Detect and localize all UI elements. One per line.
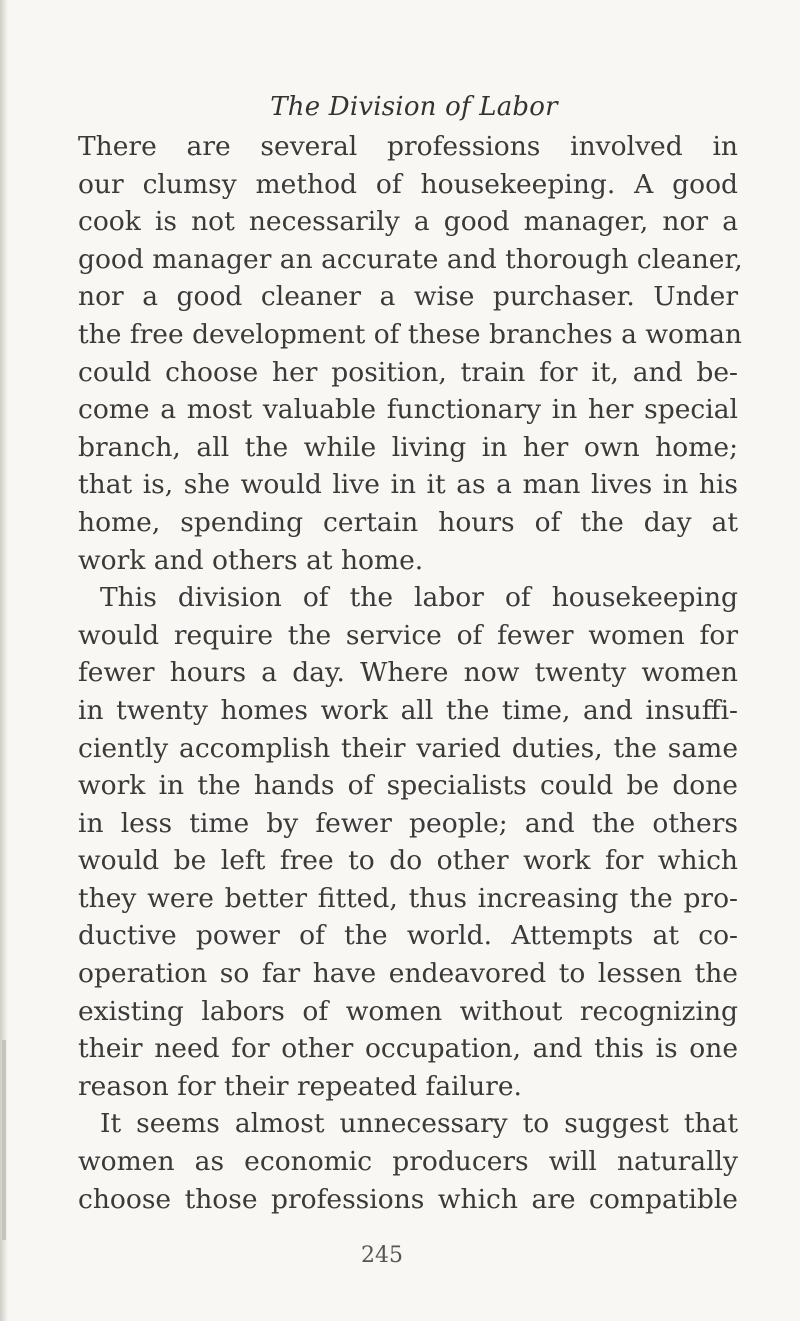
text-line: nor a good cleaner a wise purchaser. Under [78, 281, 738, 313]
text-line: would be left free to do other work for which [78, 845, 738, 877]
text-line: their need for other occupation, and this is one [78, 1033, 738, 1065]
text-line: cook is not necessarily a good manager, nor a [78, 206, 738, 238]
text-line: home, spending certain hours of the day at [78, 506, 738, 538]
text-line: good manager an accurate and thorough cleaner, [78, 243, 743, 275]
text-line: could choose her position, train for it, and be- [78, 356, 738, 388]
text-line: come a most valuable functionary in her special [78, 394, 738, 426]
paragraph-3 [78, 1105, 738, 1218]
text-line: It seems almost unnecessary to suggest that [100, 1108, 738, 1140]
text-line: ductive power of the world. Attempts at co- [78, 920, 738, 952]
text-line: would require the service of fewer women for [78, 619, 738, 651]
text-line: ciently accomplish their varied duties, the same [78, 732, 738, 764]
text-line: women as economic producers will naturally [78, 1146, 738, 1178]
page-number: 245 [361, 1243, 403, 1268]
body-text [78, 128, 743, 1218]
text-line: branch, all the while living in her own home; [78, 431, 738, 463]
text-line: existing labors of women without recognizing [78, 995, 738, 1027]
text-line: This division of the labor of housekeeping [100, 582, 738, 614]
text-line: operation so far have endeavored to lessen the [78, 958, 738, 990]
text-line: that is, she would live in it as a man lives in his [78, 469, 738, 501]
text-line: work in the hands of specialists could be done [78, 770, 738, 802]
running-head-title: The Division of Labor [270, 92, 558, 122]
text-line: There are several professions involved in [78, 131, 738, 162]
page-edge-mark [2, 1040, 6, 1240]
text-line: our clumsy method of housekeeping. A good [78, 168, 738, 200]
text-line: choose those professions which are compatible [78, 1183, 738, 1215]
paragraph-2 [78, 579, 738, 1105]
paragraph-1 [78, 128, 743, 579]
text-line: in less time by fewer people; and the others [78, 807, 738, 839]
text-line: they were better fitted, thus increasing the pro- [78, 882, 738, 914]
text-line: in twenty homes work all the time, and insuffi- [78, 694, 738, 726]
text-line: fewer hours a day. Where now twenty women [78, 657, 738, 689]
text-line: reason for their repeated failure. [78, 1070, 522, 1102]
text-line: the free development of these branches a woman [78, 318, 742, 350]
text-line: work and others at home. [78, 544, 424, 576]
